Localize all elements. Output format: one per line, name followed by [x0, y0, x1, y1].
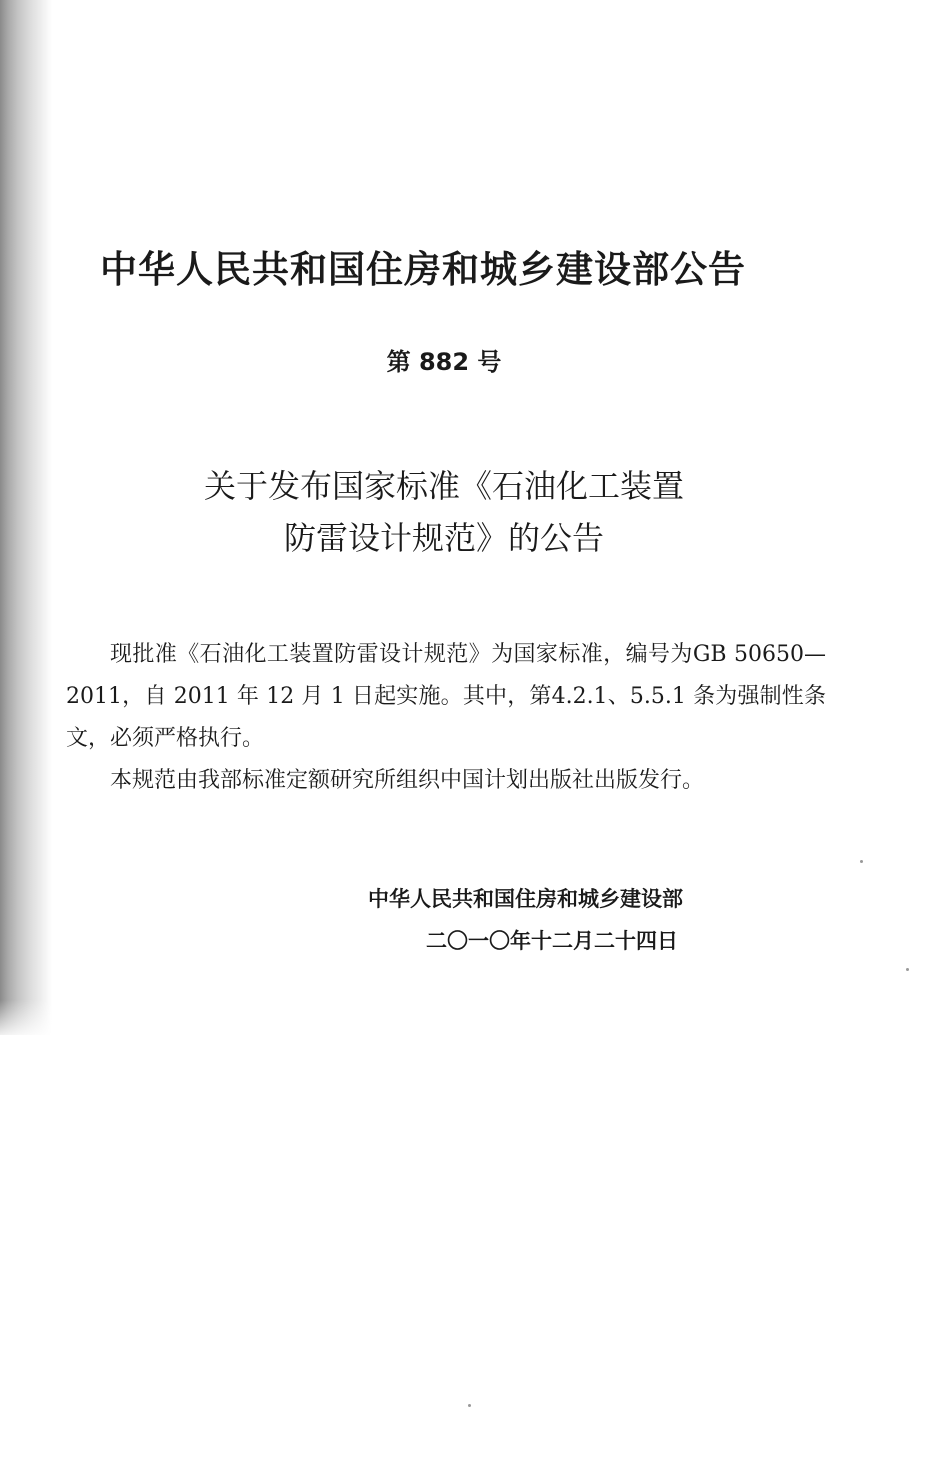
body-paragraph-approval: 现批准《石油化工装置防雷设计规范》为国家标准，编号为GB 50650—2011，自 2011 年 12 月 1 日起实施。其中，第4.2.1、5.5.1 条为强制性条文，必须严格执行。: [66, 642, 826, 751]
ministry-announcement-title: 中华人民共和国住房和城乡建设部公告: [100, 248, 746, 291]
scan-speck: [860, 860, 863, 863]
signature-organization: 中华人民共和国住房和城乡建设部: [368, 887, 683, 911]
scan-speck: [906, 968, 909, 971]
subject-line-2: 防雷设计规范》的公告: [283, 519, 604, 557]
notice-body: [66, 634, 826, 802]
notice-subject: [0, 460, 888, 564]
signature-date: 二〇一〇年十二月二十四日: [426, 929, 678, 953]
signature-block: [368, 878, 788, 962]
scan-speck: [468, 1404, 471, 1407]
subject-line-1: 关于发布国家标准《石油化工装置: [203, 467, 684, 505]
notice-number: 第 882 号: [386, 348, 502, 376]
body-paragraph-publication: 本规范由我部标准定额研究所组织中国计划出版社出版发行。: [110, 768, 705, 793]
